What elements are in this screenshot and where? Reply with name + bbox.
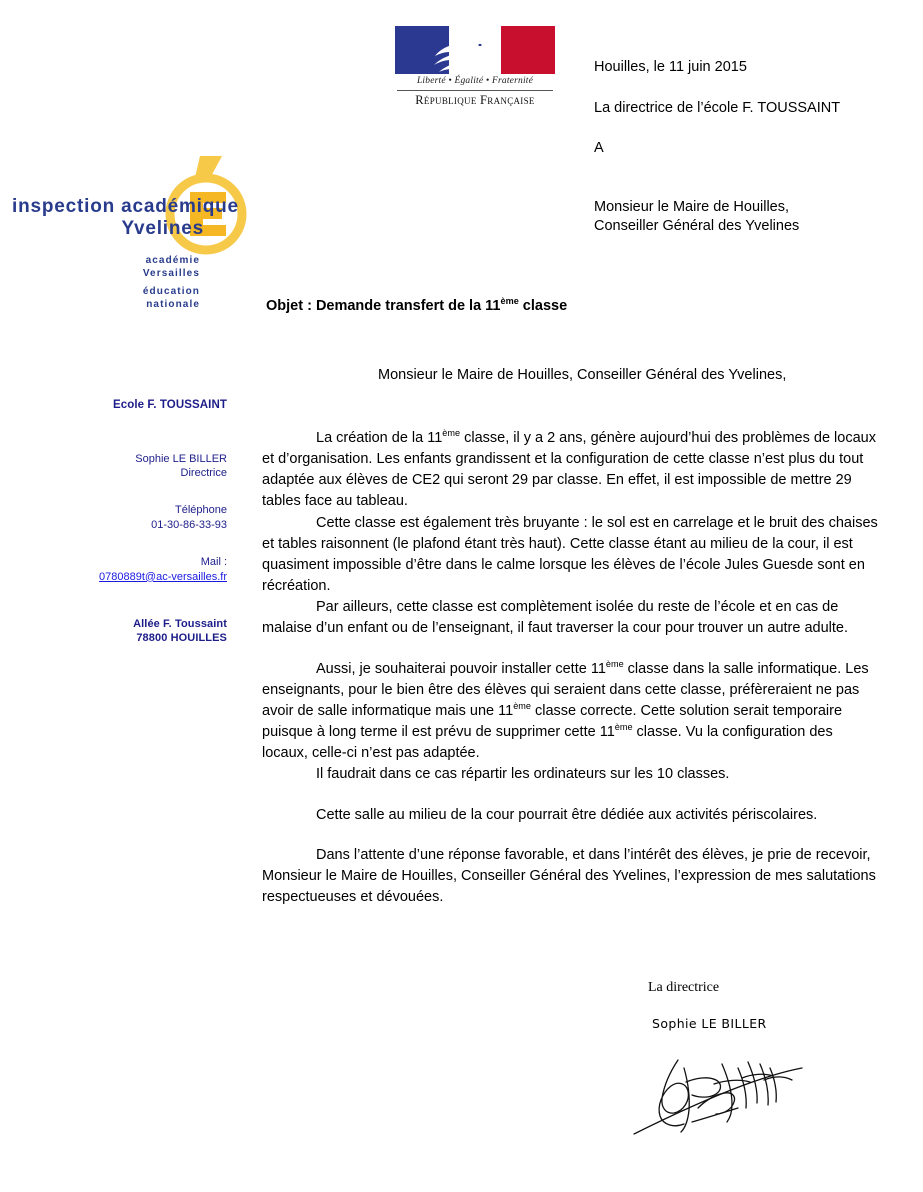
salutation: Monsieur le Maire de Houilles, Conseiller Général des Yvelines, — [378, 367, 787, 383]
paragraph-4 — [262, 659, 880, 765]
republic-divider — [397, 90, 553, 91]
address-group — [60, 617, 227, 647]
paragraph-6: Cette salle au milieu de la cour pourrait être dédiée aux activités périscolaires. — [316, 806, 818, 823]
paragraph-1-part-b: classe, il y a 2 ans, génère aujourd’hui des problèmes de locaux et d’organisation. Les enfants grandissent et la configuration de cette classe n’est plus du tout adaptée aux élèves de CE2 qui seront 29 par classe. En effet, il est impossible de mettre 29 tables face au tableau. — [262, 430, 876, 510]
letter-body — [262, 428, 880, 908]
recipient-line-2: Conseiller Général des Yvelines — [594, 217, 800, 234]
inspection-academique-logo — [8, 152, 258, 317]
marianne-profile-icon — [425, 26, 525, 74]
phone-value: 01-30-86-33-93 — [151, 519, 227, 532]
mail-link[interactable]: 0780889t@ac-versailles.fr — [99, 570, 227, 583]
phone-group — [60, 503, 227, 533]
paragraph-1-part-a: La création de la 11 — [316, 430, 443, 446]
school-contact-sidebar — [60, 398, 227, 646]
republique-francaise-logo — [395, 26, 555, 114]
paragraph-3-text: Par ailleurs, cette classe est complètement isolée du reste de l’école et en cas de malaise d’un enfant ou de l’enseignant, il faut traverser la cour pour trouver un autre adulte. — [262, 599, 848, 637]
address-line-2: 78800 HOUILLES — [136, 632, 227, 645]
french-flag-graphic — [395, 26, 555, 74]
mail-group — [60, 555, 227, 585]
paragraph-4-part-c: classe correcte. Cette solution serait temporaire puisque à long terme il est prévu de supprimer cette 11 — [262, 702, 843, 741]
to-label: A — [594, 140, 604, 156]
academie-sub-education: éducation — [142, 286, 200, 297]
republic-motto: Liberté • Égalité • Fraternité — [416, 76, 534, 86]
address-line-1: Allée F. Toussaint — [133, 617, 227, 630]
director-name: Sophie LE BILLER — [135, 452, 227, 465]
paragraph-1 — [262, 428, 880, 513]
phone-label: Téléphone — [175, 504, 227, 517]
academie-sub-nationale: nationale — [146, 299, 200, 310]
recipient-line-1: Monsieur le Maire de Houilles, — [594, 198, 790, 215]
school-name: Ecole F. TOUSSAINT — [112, 399, 227, 411]
director-role: Directrice — [180, 467, 227, 480]
academie-sub-versailles: Versailles — [142, 268, 200, 279]
signature-title: La directrice — [648, 980, 720, 995]
paragraph-2: Cette classe est également très bruyante : le sol est en carrelage et le bruit des chaises et tables raisonnent (le plafond étant très haut). Cette classe étant au milieu de la cour, il est quasiment impossible d’être dans le calme lorsque les élèves de l’école Jules Guesde sont en récréation. — [262, 514, 878, 595]
paragraph-4-part-d: classe. Vu la configuration des locaux, celle-ci n’est pas adaptée. — [262, 724, 833, 762]
paragraph-1-ordinal: ème — [442, 428, 461, 439]
mail-label: Mail : — [200, 555, 227, 568]
paragraph-4-ordinal-2: ème — [513, 701, 531, 712]
academie-sub-academie: académie — [145, 255, 200, 266]
subject-ordinal: ème — [500, 296, 519, 307]
recipient-block — [594, 198, 914, 236]
subject-tail: classe — [518, 298, 568, 314]
subject-line — [266, 298, 567, 314]
paragraph-3 — [262, 597, 880, 639]
republic-name: République Française — [415, 93, 535, 107]
academie-logo-line2: Yvelines — [121, 218, 204, 239]
subject-label: Objet : Demande transfert de la 11 — [266, 298, 501, 314]
academie-logo-line1: inspection académique — [12, 196, 239, 217]
paragraph-7: Dans l’attente d’une réponse favorable, et dans l’intérêt des élèves, je prie de recevoir, Monsieur le Maire de Houilles, Conseiller Général des Yvelines, l’expression de mes salutations respectueuses et dévouées. — [262, 846, 876, 905]
paragraph-5: Il faudrait dans ce cas répartir les ordinateurs sur les 10 classes. — [316, 766, 730, 783]
signature-block — [648, 980, 888, 1031]
paragraph-4-part-b: classe dans la salle informatique. Les enseignants, pour le bien être des élèves qui seraient dans cette classe, préfèreraient ne pas avoir de salle informatique mais une 11 — [262, 660, 869, 719]
paragraph-4-ordinal-3: ème — [614, 722, 633, 733]
letter-header-block — [594, 60, 914, 236]
paragraph-4-part-a: Aussi, je souhaiterai pouvoir installer cette 11 — [316, 660, 606, 677]
paragraph-4-ordinal-1: ème — [605, 658, 624, 669]
signature-name: Sophie LE BILLER — [652, 1016, 767, 1031]
handwritten-signature-icon — [626, 1038, 826, 1143]
place-and-date: Houilles, le 11 juin 2015 — [594, 59, 747, 75]
sender-line: La directrice de l’école F. TOUSSAINT — [594, 99, 841, 116]
director-group — [60, 452, 227, 482]
